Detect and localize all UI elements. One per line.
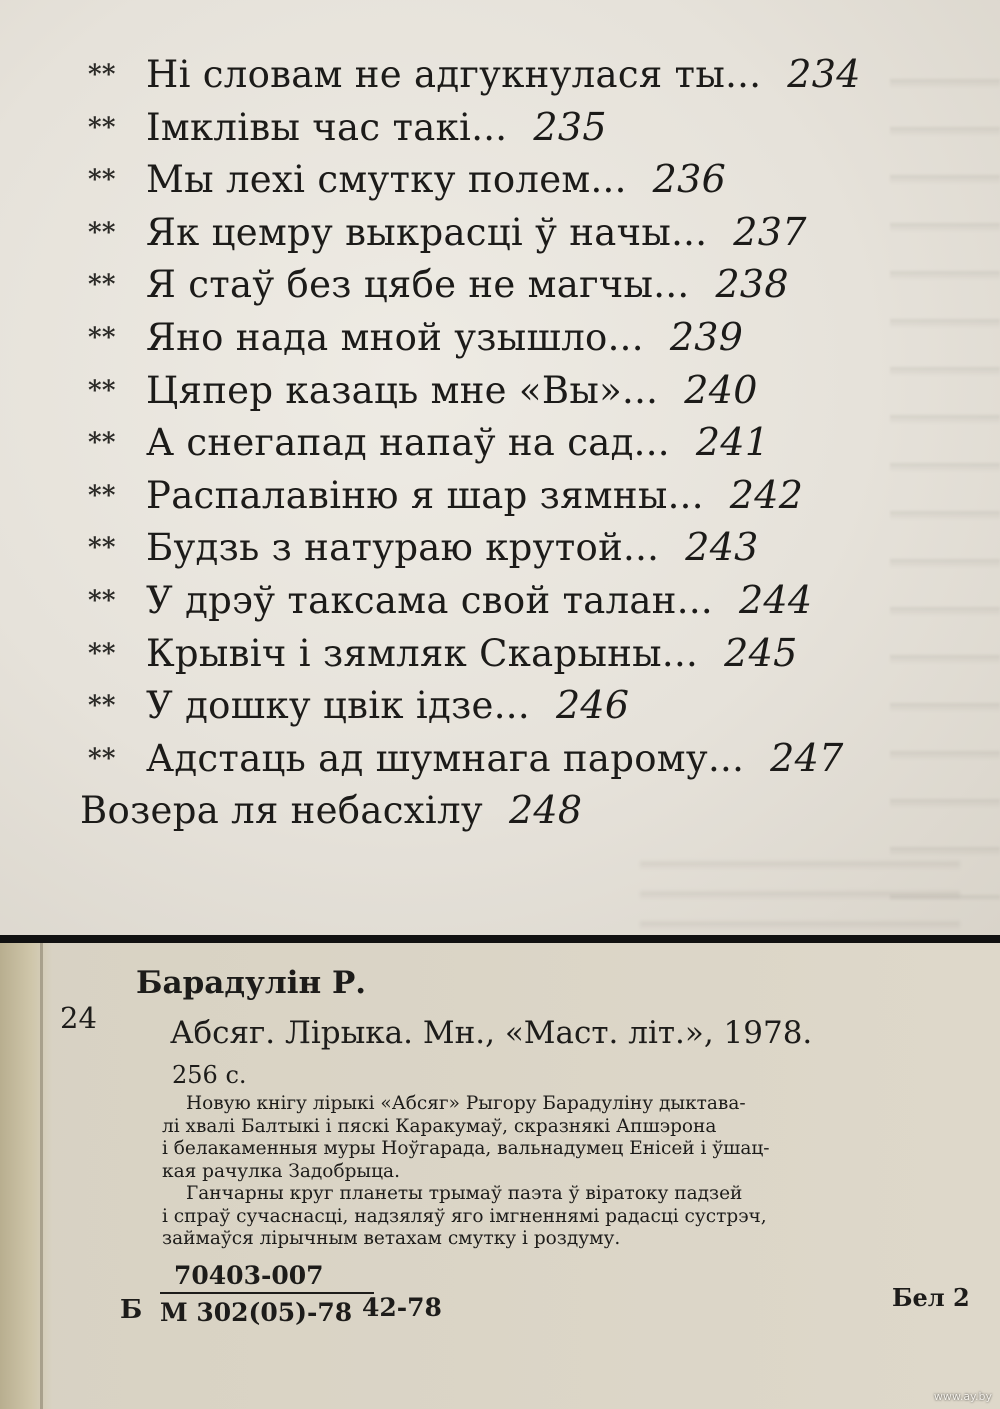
toc-entry-title: У дрэў таксама свой талан...: [146, 578, 713, 622]
toc-entry-title: Ні словам не адгукнулася ты...: [146, 53, 762, 96]
toc-entry-title: Распалавіню я шар зямны...: [146, 473, 704, 517]
card-title: Абсяг. Лірыка. Мн., «Маст. літ.», 1978.: [170, 1015, 813, 1051]
table-of-contents: [80, 48, 861, 837]
card-code: 24: [60, 1001, 97, 1035]
toc-entry-title: Цяпер казаць мне «Вы»...: [146, 368, 659, 412]
toc-entry: [88, 206, 861, 259]
toc-entry: [88, 153, 861, 206]
annotation-line: і спраў сучаснасці, надзяляў яго імгненнямі радасці сустрэч,: [162, 1205, 767, 1227]
toc-entry-page: 236: [652, 157, 727, 202]
toc-entry-title: Будзь з натураю крутой...: [146, 526, 660, 570]
toc-entry-page: 246: [555, 683, 630, 728]
untitled-poem-marker: **: [88, 165, 116, 196]
annotation-line: Новую кнігу лірыкі «Абсяг» Рыгору Барадуліну дыктава-: [186, 1093, 746, 1114]
annotation-line: займаўся лірычным ветахам смутку і роздуму.: [162, 1228, 621, 1249]
index-numerator: 70403-007: [160, 1261, 374, 1294]
toc-entry-page: 243: [685, 525, 759, 570]
toc-entry-page: 244: [738, 577, 813, 622]
toc-entry-title: Крывіч і зямляк Скарыны...: [146, 631, 699, 675]
toc-entry: [88, 101, 861, 154]
toc-entry: [88, 311, 861, 364]
index-fraction: [160, 1261, 374, 1327]
untitled-poem-marker: **: [88, 375, 116, 406]
toc-entry-title: Мы лехі смутку полем...: [146, 158, 627, 202]
untitled-poem-marker: **: [88, 217, 116, 248]
untitled-poem-marker: **: [88, 533, 116, 564]
toc-entry-page: 240: [684, 367, 758, 412]
catalog-card: [0, 943, 1000, 1409]
toc-entry: [88, 469, 861, 522]
photo-divider: [0, 935, 1000, 943]
index-letter: Б: [120, 1295, 143, 1325]
facing-page-bleed: [890, 40, 1000, 900]
toc-entry: [88, 627, 861, 680]
toc-entry: [88, 521, 861, 574]
toc-entry-page: 235: [533, 104, 607, 149]
toc-entry-page: 242: [729, 472, 804, 517]
untitled-poem-marker: **: [88, 428, 116, 459]
toc-entry-page: 248: [508, 788, 583, 833]
toc-entry-title: Яно нада мной узышло...: [146, 315, 644, 359]
toc-entry: [88, 416, 861, 469]
toc-entry-page: 241: [695, 420, 770, 465]
toc-entry: [88, 48, 861, 101]
untitled-poem-marker: **: [88, 743, 116, 774]
facing-page-bleed-bottom: [640, 840, 960, 930]
annotation-line: і белакаменныя муры Ноўгарада, вальнадумец Енісей і ўшац-: [162, 1138, 770, 1159]
untitled-poem-marker: **: [88, 112, 116, 143]
card-annotation: [162, 1093, 982, 1251]
untitled-poem-marker: **: [88, 585, 116, 616]
untitled-poem-marker: **: [88, 322, 116, 353]
toc-entry-page: 247: [770, 735, 844, 780]
toc-entry-title: Імклівы час такі...: [146, 105, 508, 149]
untitled-poem-marker: **: [88, 480, 116, 511]
toc-entry-page: 239: [669, 314, 744, 359]
toc-entry-page: 237: [733, 209, 807, 254]
toc-entry: [80, 784, 861, 837]
toc-entry-page: 245: [724, 630, 798, 675]
toc-entry: [88, 364, 861, 417]
card-author: Барадулін Р.: [136, 965, 367, 1001]
annotation-line: лі хвалі Балтыкі і пяскі Каракумаў, скразнякі Апшэрона: [162, 1115, 717, 1137]
untitled-poem-marker: **: [88, 691, 116, 722]
index-denominator: М 302(05)-78: [160, 1298, 353, 1327]
toc-entry-title: У дошку цвік ідзе...: [146, 684, 530, 728]
site-watermark: www.ay.by: [933, 1390, 992, 1403]
catalog-card-photo: [0, 943, 1000, 1409]
untitled-poem-marker: **: [88, 270, 116, 301]
shelf-mark: Бел 2: [892, 1283, 970, 1312]
toc-entry-title: А снегапад напаў на сад...: [146, 421, 670, 465]
toc-entry-page: 234: [787, 52, 861, 96]
annotation-line: кая рачулка Задобрыца.: [162, 1160, 400, 1182]
index-suffix: 42-78: [362, 1293, 442, 1322]
toc-entry: [88, 679, 861, 732]
toc-entry-title: Як цемру выкрасці ў начы...: [146, 210, 708, 254]
toc-entry-title: Адстаць ад шумнага парому...: [146, 736, 745, 780]
toc-entry: [88, 574, 861, 627]
untitled-poem-marker: **: [88, 638, 116, 669]
card-page-count: 256 с.: [172, 1061, 247, 1089]
untitled-poem-marker: **: [88, 60, 116, 90]
toc-entry-page: 238: [715, 262, 789, 307]
toc-entry-title: Возера ля небасхілу: [80, 789, 483, 833]
toc-entry-title: Я стаў без цябе не магчы...: [146, 263, 690, 307]
toc-entry: [88, 258, 861, 311]
annotation-line: Ганчарны круг планеты трымаў паэта ў віратоку падзей: [186, 1183, 743, 1204]
toc-entry: [88, 732, 861, 785]
